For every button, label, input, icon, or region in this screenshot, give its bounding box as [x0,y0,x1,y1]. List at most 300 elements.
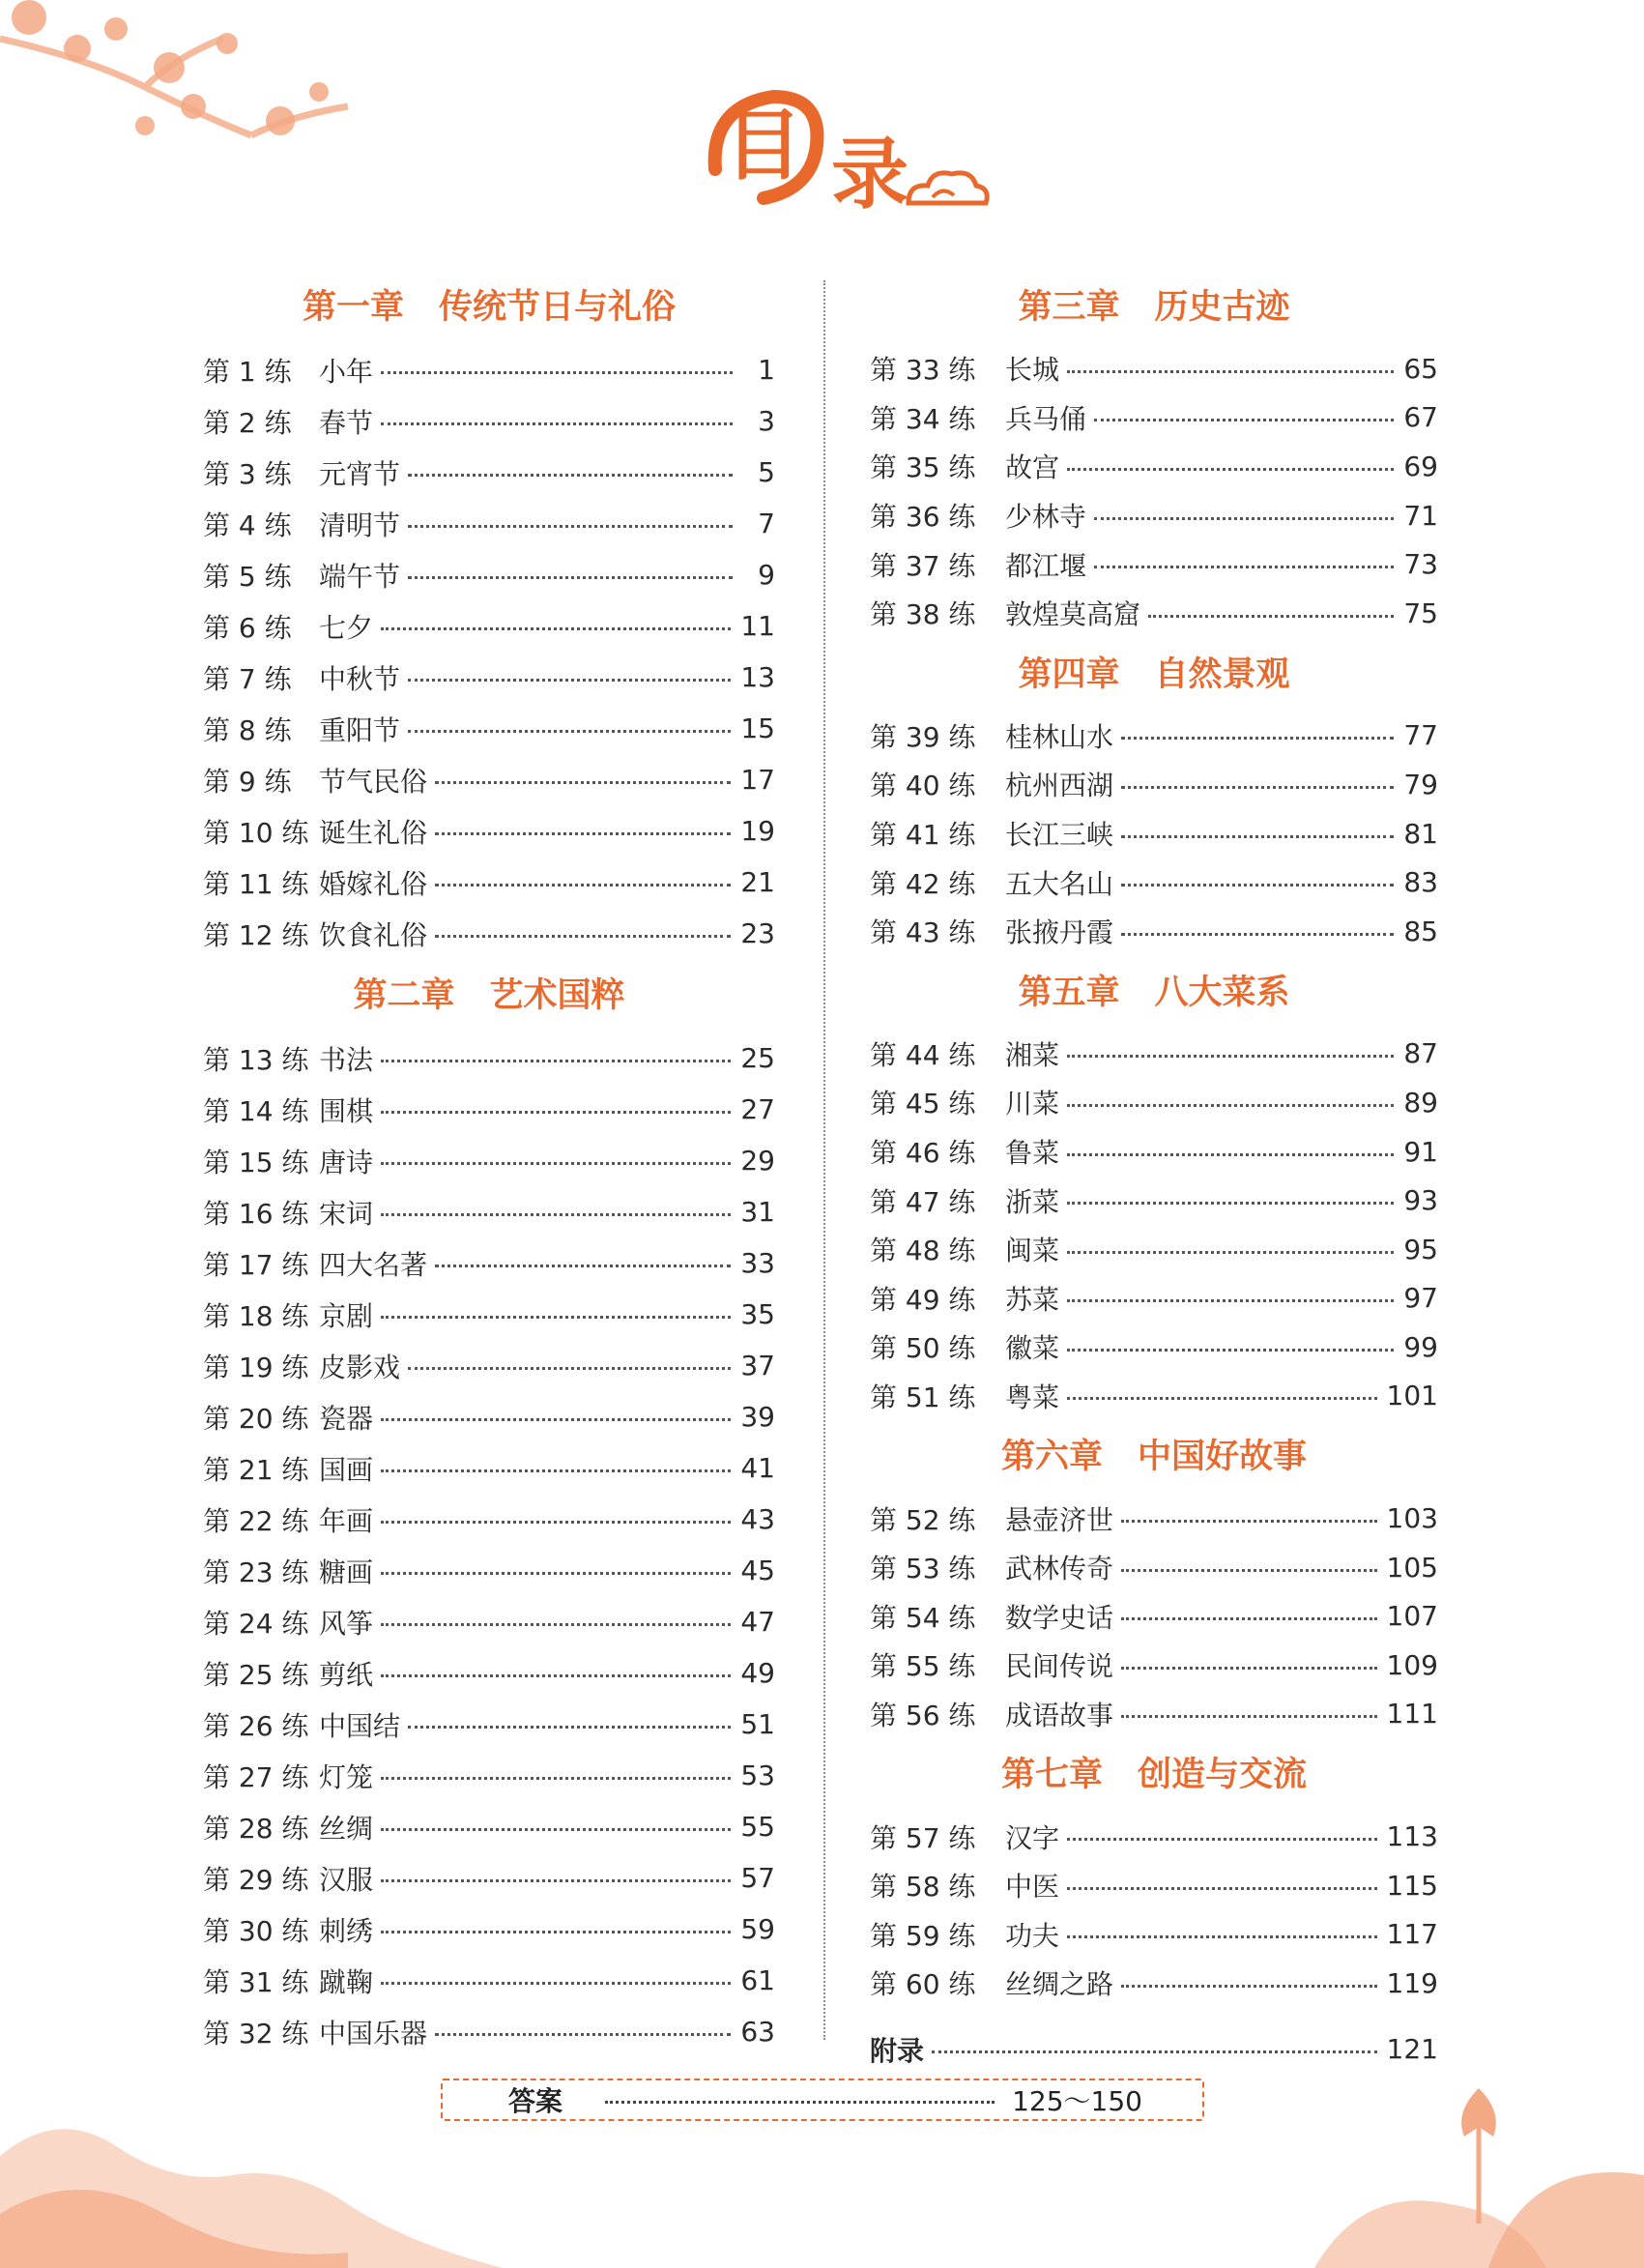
page-number: 47 [740,1606,775,1638]
exercise-number: 第 58 练 [870,1871,976,1904]
toc-entry[interactable] [870,344,1438,393]
page-number: 45 [740,1555,775,1586]
toc-entry[interactable] [203,1801,775,1852]
exercise-number: 第 21 练 [203,1453,309,1486]
page-number: 25 [740,1042,775,1074]
page-number: 9 [758,559,775,591]
toc-entry[interactable] [203,1340,775,1391]
toc-entry[interactable] [870,539,1438,589]
page-number: 99 [1403,1330,1438,1363]
page-number: 43 [740,1503,775,1535]
toc-entry[interactable] [870,1690,1438,1739]
exercise-title: 京剧 [319,1299,374,1332]
dot-leader [381,1982,731,1985]
page-number: 103 [1386,1502,1438,1535]
exercise-number: 第 45 练 [870,1088,976,1120]
page-number: 5 [758,456,775,488]
exercise-number: 第 56 练 [870,1699,976,1731]
chapter-heading [870,638,1438,712]
toc-entry[interactable] [203,1032,775,1084]
page-number: 105 [1386,1551,1438,1584]
toc-entry[interactable] [870,442,1438,491]
exercise-title: 丝绸之路 [1005,1968,1114,2001]
exercise-number: 第 24 练 [203,1607,309,1640]
exercise-number: 第 44 练 [870,1038,976,1071]
page-number: 59 [740,1913,775,1945]
exercise-title: 桂林山水 [1005,720,1114,753]
dot-leader [408,474,733,477]
toc-entry[interactable] [870,1323,1438,1372]
page-number: 87 [1403,1037,1438,1070]
chapter-name: 传统节日与礼俗 [439,288,677,327]
dot-leader [1121,1985,1377,1988]
chapter-name: 八大菜系 [1154,973,1290,1012]
exercise-number: 第 47 练 [870,1185,976,1218]
exercise-title: 徽菜 [1005,1332,1060,1365]
dot-leader [1121,835,1394,838]
exercise-title: 悬壶济世 [1005,1503,1114,1536]
exercise-number: 第 14 练 [203,1094,309,1127]
page-number: 113 [1386,1820,1438,1853]
exercise-title: 闽菜 [1005,1235,1060,1267]
dot-leader [435,884,731,887]
dot-leader [1121,786,1394,789]
exercise-title: 诞生礼俗 [319,816,428,849]
exercise-number: 第 20 练 [203,1402,309,1435]
chapter-name: 创造与交流 [1138,1756,1308,1795]
toc-entry[interactable] [203,908,775,959]
dot-leader [408,679,731,682]
dot-leader [1067,1202,1394,1205]
exercise-number: 第 51 练 [870,1381,976,1413]
dot-leader [381,1572,731,1575]
toc-entry[interactable] [203,1596,775,1647]
dot-leader [381,1418,731,1421]
exercise-title: 苏菜 [1005,1283,1060,1316]
toc-entry[interactable] [203,1904,775,1955]
page-number: 111 [1386,1698,1438,1730]
dot-leader [1121,884,1394,887]
toc-entry[interactable] [870,760,1438,809]
toc-entry[interactable] [203,652,775,703]
dot-leader [1067,1349,1394,1352]
page-number: 117 [1386,1918,1438,1951]
exercise-number: 第 59 练 [870,1919,976,1952]
chapter-heading [203,959,775,1032]
exercise-title: 五大名山 [1005,867,1114,900]
exercise-number: 第 2 练 [203,406,292,439]
exercise-title: 宋词 [319,1197,374,1230]
exercise-title: 功夫 [1005,1919,1060,1952]
exercise-title: 丝绸 [319,1812,374,1845]
exercise-number: 第 28 练 [203,1812,309,1845]
exercise-title: 唐诗 [319,1146,374,1178]
page-number: 109 [1386,1648,1438,1681]
page-number: 101 [1386,1380,1438,1412]
toc-entry[interactable] [870,1543,1438,1592]
exercise-number: 第 48 练 [870,1235,976,1267]
page-number: 91 [1403,1135,1438,1168]
toc-entry[interactable] [203,1442,775,1494]
exercise-title: 七夕 [319,611,374,644]
exercise-title: 中国结 [319,1709,401,1742]
mountain-landscape-illustration [0,2050,503,2268]
page-number: 57 [740,1862,775,1894]
exercise-number: 第 30 练 [203,1914,309,1947]
chapter-number: 第一章 [302,288,404,327]
dot-leader [1121,1520,1377,1523]
page-number: 97 [1403,1282,1438,1315]
exercise-number: 第 17 练 [203,1248,309,1281]
dot-leader [381,1879,731,1882]
toc-entry[interactable] [870,1127,1438,1177]
exercise-title: 瓷器 [319,1402,374,1435]
page-number: 13 [740,661,775,693]
page-number: 31 [740,1196,775,1228]
exercise-title: 浙菜 [1005,1185,1060,1218]
dot-leader [1067,1104,1394,1107]
exercise-title: 敦煌莫高窟 [1005,598,1141,631]
chapter-number: 第五章 [1018,973,1120,1012]
exercise-number: 第 10 练 [203,816,309,849]
toc-entry[interactable] [203,754,775,805]
toc-entry[interactable] [870,858,1438,907]
dot-leader [381,1111,731,1114]
exercise-title: 四大名著 [319,1248,428,1281]
dot-leader [408,1726,731,1729]
toc-entry[interactable] [203,1852,775,1904]
appendix-entry[interactable] [870,2025,1438,2075]
dot-leader [435,2033,731,2036]
exercise-title: 中国乐器 [319,2017,428,2050]
toc-entry[interactable] [203,1955,775,2006]
toc-left-column [203,271,775,2057]
toc-entry[interactable] [870,1959,1438,2008]
dot-leader [1067,1838,1377,1841]
dot-leader [1094,566,1394,568]
page-number: 81 [1403,817,1438,850]
exercise-title: 元宵节 [319,457,401,490]
page-title [696,68,986,232]
chapter-heading [870,271,1438,344]
dot-leader [381,1521,731,1524]
dot-leader [381,371,733,374]
toc-entry[interactable] [870,907,1438,956]
exercise-title: 少林寺 [1005,501,1087,534]
exercise-title: 都江堰 [1005,549,1087,582]
exercise-title: 中医 [1005,1871,1060,1904]
toc-entry[interactable] [203,857,775,908]
page-number: 49 [740,1657,775,1689]
exercise-title: 小年 [319,355,374,388]
dot-leader [381,1213,731,1216]
exercise-title: 婚嫁礼俗 [319,867,428,900]
toc-entry[interactable] [203,395,775,447]
dot-leader [408,730,731,733]
toc-entry[interactable] [870,1372,1438,1421]
page-number: 11 [740,610,775,642]
page-number: 89 [1403,1086,1438,1119]
exercise-title: 皮影戏 [319,1351,401,1383]
exercise-title: 汉字 [1005,1821,1060,1854]
exercise-title: 杭州西湖 [1005,770,1114,802]
exercise-number: 第 31 练 [203,1965,309,1998]
toc-entry[interactable] [870,1030,1438,1079]
exercise-title: 刺绣 [319,1914,374,1947]
cloud-icon [904,164,991,213]
dot-leader [435,935,731,938]
exercise-title: 武林传奇 [1005,1553,1114,1585]
dot-leader [1121,737,1394,740]
dot-leader [1067,1935,1377,1938]
exercise-number: 第 35 练 [870,451,976,484]
toc-entry[interactable] [203,447,775,498]
toc-entry[interactable] [203,703,775,754]
dot-leader [1121,1617,1377,1620]
exercise-title: 鲁菜 [1005,1137,1060,1170]
column-divider [823,280,825,2040]
exercise-title: 张掖丹霞 [1005,916,1114,949]
dot-leader [1067,1055,1394,1058]
toc-entry[interactable] [870,1078,1438,1127]
page-number: 7 [758,508,775,539]
answers-label: 答案 [508,2085,563,2117]
exercise-title: 年画 [319,1504,374,1537]
exercise-title: 兵马俑 [1005,402,1087,435]
dot-leader [381,1777,731,1780]
dot-leader [381,1623,731,1626]
page-number: 15 [740,712,775,744]
dot-leader [1067,468,1394,471]
page-number: 71 [1403,499,1438,532]
dot-leader [435,832,731,835]
toc-entry[interactable] [870,1812,1438,1861]
dot-leader [1094,517,1394,520]
exercise-title: 风筝 [319,1607,374,1640]
page-number: 17 [740,764,775,796]
dot-leader [1121,1667,1377,1670]
exercise-number: 第 18 练 [203,1299,309,1332]
exercise-number: 第 37 练 [870,549,976,582]
toc-entry[interactable] [870,1909,1438,1959]
exercise-number: 第 4 练 [203,509,292,541]
toc-entry[interactable] [203,805,775,857]
toc-entry[interactable] [870,1494,1438,1543]
toc-entry[interactable] [203,1186,775,1237]
dot-leader [1094,419,1394,422]
exercise-number: 第 57 练 [870,1821,976,1854]
page-number: 61 [740,1964,775,1996]
page-number: 33 [740,1247,775,1279]
page-number: 77 [1403,719,1438,752]
toc-entry[interactable] [203,600,775,652]
toc-entry[interactable] [203,1545,775,1596]
exercise-title: 中秋节 [319,662,401,695]
toc-entry[interactable] [203,1647,775,1699]
page-number: 21 [740,866,775,898]
page-number: 1 [758,354,775,386]
chapter-number: 第七章 [1000,1756,1103,1795]
toc-entry[interactable] [870,1641,1438,1690]
toc-entry[interactable] [203,1084,775,1135]
toc-entry[interactable] [203,1135,775,1186]
dot-leader [408,576,733,579]
exercise-title: 蹴鞠 [319,1965,374,1998]
exercise-number: 第 52 练 [870,1503,976,1536]
toc-entry[interactable] [203,549,775,600]
page-number: 119 [1386,1966,1438,1999]
exercise-number: 第 43 练 [870,916,976,949]
exercise-number: 第 42 练 [870,867,976,900]
exercise-number: 第 16 练 [203,1197,309,1230]
dot-leader [1067,370,1394,373]
toc-entry[interactable] [203,498,775,549]
exercise-number: 第 36 练 [870,501,976,534]
toc-right-column [870,271,1438,2074]
dot-leader [381,422,733,425]
exercise-number: 第 23 练 [203,1556,309,1588]
title-char-lu: 录 [831,129,909,219]
chapter-heading [870,1420,1438,1494]
exercise-number: 第 13 练 [203,1043,309,1076]
exercise-title: 民间传说 [1005,1650,1114,1683]
exercise-title: 书法 [319,1043,374,1076]
lotus-illustration [1198,2069,1644,2268]
chapter-number: 第三章 [1018,288,1120,327]
exercise-title: 长江三峡 [1005,819,1114,852]
dot-leader [381,1469,731,1472]
exercise-number: 第 27 练 [203,1760,309,1793]
dot-leader [408,525,733,528]
toc-entry[interactable] [203,1494,775,1545]
toc-entry[interactable] [203,1237,775,1289]
title-char-mu: 目 [725,100,802,190]
exercise-number: 第 50 练 [870,1332,976,1365]
page-number: 93 [1403,1184,1438,1217]
toc-entry[interactable] [203,344,775,395]
exercise-number: 第 12 练 [203,918,309,951]
exercise-title: 川菜 [1005,1088,1060,1120]
toc-entry[interactable] [870,809,1438,858]
exercise-title: 围棋 [319,1094,374,1127]
toc-entry[interactable] [203,1391,775,1442]
exercise-title: 粤菜 [1005,1381,1060,1413]
exercise-title: 成语故事 [1005,1699,1114,1731]
plum-blossom-illustration [0,0,367,184]
toc-entry[interactable] [870,1176,1438,1225]
toc-entry[interactable] [870,1861,1438,1910]
toc-entry[interactable] [870,393,1438,443]
exercise-number: 第 1 练 [203,355,292,388]
toc-entry[interactable] [870,1225,1438,1274]
toc-entry[interactable] [870,589,1438,638]
exercise-number: 第 25 练 [203,1658,309,1691]
exercise-number: 第 55 练 [870,1650,976,1683]
dot-leader [1067,1397,1377,1400]
page-number: 53 [740,1759,775,1791]
page-number: 79 [1403,768,1438,800]
chapter-heading [203,271,775,344]
exercise-title: 节气民俗 [319,765,428,798]
answers-page-range: 125～150 [1012,2085,1142,2117]
page-number: 3 [758,405,775,437]
exercise-number: 第 54 练 [870,1601,976,1634]
page-number: 69 [1403,450,1438,482]
chapter-number: 第六章 [1000,1438,1103,1477]
dot-leader [1067,1153,1394,1156]
dot-leader [1121,1569,1377,1572]
exercise-number: 第 3 练 [203,457,292,490]
dot-leader [1121,933,1394,936]
exercise-number: 第 33 练 [870,354,976,387]
dot-leader [1067,1251,1394,1254]
chapter-name: 历史古迹 [1154,288,1290,327]
exercise-number: 第 5 练 [203,560,292,593]
dot-leader [605,2101,995,2104]
exercise-number: 第 53 练 [870,1553,976,1585]
exercise-title: 清明节 [319,509,401,541]
dot-leader [381,1931,731,1934]
exercise-title: 重阳节 [319,713,401,746]
toc-entry[interactable] [203,1750,775,1801]
page-number: 41 [740,1452,775,1484]
dot-leader [1121,1715,1377,1718]
exercise-number: 第 19 练 [203,1351,309,1383]
dot-leader [1067,1887,1377,1890]
toc-entry[interactable] [203,2006,775,2057]
chapter-number: 第四章 [1018,654,1120,694]
page-number: 115 [1386,1869,1438,1902]
page-number: 51 [740,1708,775,1740]
page-number: 107 [1386,1600,1438,1633]
toc-entry[interactable] [203,1699,775,1750]
answers-entry[interactable] [441,2079,1204,2121]
dot-leader [1148,615,1394,618]
page-number: 95 [1403,1233,1438,1265]
dot-leader [435,781,731,784]
exercise-title: 故宫 [1005,451,1060,484]
chapter-name: 艺术国粹 [489,976,625,1015]
dot-leader [408,1367,731,1370]
chapter-name: 自然景观 [1154,654,1290,694]
toc-entry[interactable] [870,491,1438,540]
page-number: 27 [740,1093,775,1125]
dot-leader [1067,1299,1394,1302]
toc-entry[interactable] [203,1289,775,1340]
page-number: 63 [740,2016,775,2048]
toc-entry[interactable] [870,1274,1438,1323]
exercise-title: 糖画 [319,1556,374,1588]
page-number: 35 [740,1298,775,1330]
chapter-heading [870,956,1438,1030]
dot-leader [381,1674,731,1677]
exercise-number: 第 41 练 [870,819,976,852]
exercise-number: 第 29 练 [203,1863,309,1896]
exercise-number: 第 60 练 [870,1968,976,2001]
exercise-number: 第 9 练 [203,765,292,798]
exercise-title: 国画 [319,1453,374,1486]
page-number: 37 [740,1350,775,1381]
exercise-title: 灯笼 [319,1760,374,1793]
page-number: 55 [740,1811,775,1843]
exercise-title: 剪纸 [319,1658,374,1691]
toc-entry[interactable] [870,712,1438,761]
exercise-title: 汉服 [319,1863,374,1896]
exercise-number: 第 8 练 [203,713,292,746]
chapter-name: 中国好故事 [1138,1438,1308,1477]
exercise-number: 第 22 练 [203,1504,309,1537]
toc-entry[interactable] [870,1591,1438,1641]
